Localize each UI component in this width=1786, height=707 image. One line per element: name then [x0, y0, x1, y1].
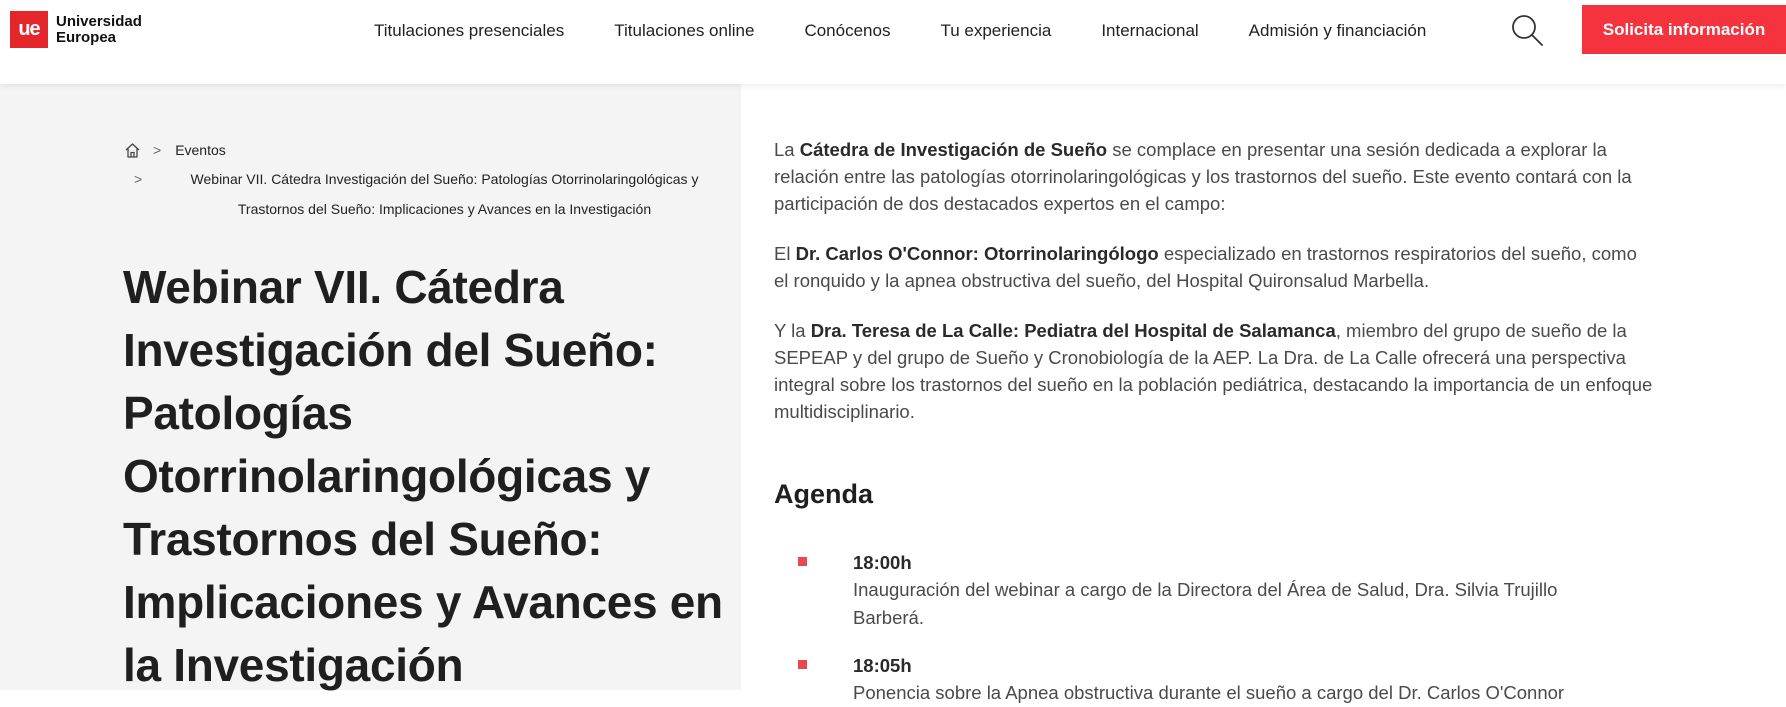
- p2-pre: El: [774, 243, 796, 264]
- intro-paragraph: [774, 136, 1654, 217]
- breadcrumb-current: Webinar VII. Cátedra Investigación del Sueño: Patologías Otorrinolaringológicas y Trastornos del Sueño: Implicaciones y Avances en la Investigación: [190, 171, 699, 217]
- p2-bold: Dr. Carlos O'Connor: Otorrinolaringólogo: [795, 243, 1159, 264]
- breadcrumb-row: [124, 140, 724, 160]
- chevron-right-icon: >: [134, 171, 143, 187]
- agenda-time: 18:05h: [853, 655, 912, 676]
- p3-post: , miembro del grupo de sueño de la SEPEAP y del grupo de Sueño y Cronobiología de la AEP. La Dra. de La Calle ofrecerá una perspectiva integral sobre los trastornos del sueño en la población pediátrica, destacando la importancia de un enfoque multidisciplinario.: [774, 320, 1653, 422]
- nav-titulaciones-presenciales[interactable]: Titulaciones presenciales: [374, 21, 565, 40]
- bullet-icon: [798, 557, 807, 566]
- speaker-delacalle-paragraph: [774, 317, 1654, 425]
- logo-text: [56, 14, 142, 46]
- agenda-heading: Agenda: [774, 479, 874, 509]
- site-header: [0, 0, 1786, 84]
- breadcrumb-current-row: [134, 164, 724, 224]
- home-icon[interactable]: [124, 142, 141, 159]
- search-icon[interactable]: [1510, 13, 1544, 47]
- nav-tu-experiencia[interactable]: Tu experiencia: [940, 21, 1052, 40]
- nav-internacional[interactable]: Internacional: [1101, 21, 1199, 40]
- nav-titulaciones-online[interactable]: Titulaciones online: [614, 21, 755, 40]
- bullet-icon: [798, 660, 807, 669]
- logo[interactable]: [10, 11, 142, 48]
- chevron-right-icon: >: [153, 142, 162, 158]
- p1-pre: La: [774, 139, 800, 160]
- left-panel: [0, 84, 741, 690]
- main-nav: [374, 0, 1426, 62]
- breadcrumb: [124, 140, 724, 217]
- nav-conocenos[interactable]: Conócenos: [804, 21, 891, 40]
- p1-post: se complace en presentar una sesión dedicada a explorar la relación entre las patologías otorrinolaringológicas y los trastornos del sueño. Este evento contará con la participación de dos destacados expertos en el campo:: [774, 139, 1632, 214]
- agenda-description: Inauguración del webinar a cargo de la Directora del Área de Salud, Dra. Silvia Trujillo Barberá.: [853, 579, 1558, 628]
- logo-mark: ue: [10, 11, 48, 48]
- logo-line1: Universidad: [56, 12, 142, 30]
- solicita-informacion-button[interactable]: Solicita información: [1582, 5, 1786, 54]
- agenda-description: Ponencia sobre la Apnea obstructiva durante el sueño a cargo del Dr. Carlos O'Connor: [853, 682, 1565, 703]
- p3-bold: Dra. Teresa de La Calle: Pediatra del Hospital de Salamanca: [810, 320, 1336, 341]
- agenda-time: 18:00h: [853, 552, 912, 573]
- p2-post: especializado en trastornos respiratorios del sueño, como el ronquido y la apnea obstructiva del sueño, del Hospital Quironsalud Marbella.: [774, 243, 1637, 291]
- breadcrumb-eventos[interactable]: Eventos: [175, 142, 226, 158]
- page-title: Webinar VII. Cátedra Investigación del Sueño: Patologías Otorrinolaringológicas y Trastornos del Sueño: Implicaciones y Avances en la Investigación: [123, 261, 723, 691]
- nav-admision-financiacion[interactable]: Admisión y financiación: [1248, 21, 1427, 40]
- p3-pre: Y la: [774, 320, 811, 341]
- logo-line2: Europea: [56, 28, 117, 46]
- p1-bold: Cátedra de Investigación de Sueño: [799, 139, 1108, 160]
- speaker-oconnor-paragraph: [774, 240, 1654, 294]
